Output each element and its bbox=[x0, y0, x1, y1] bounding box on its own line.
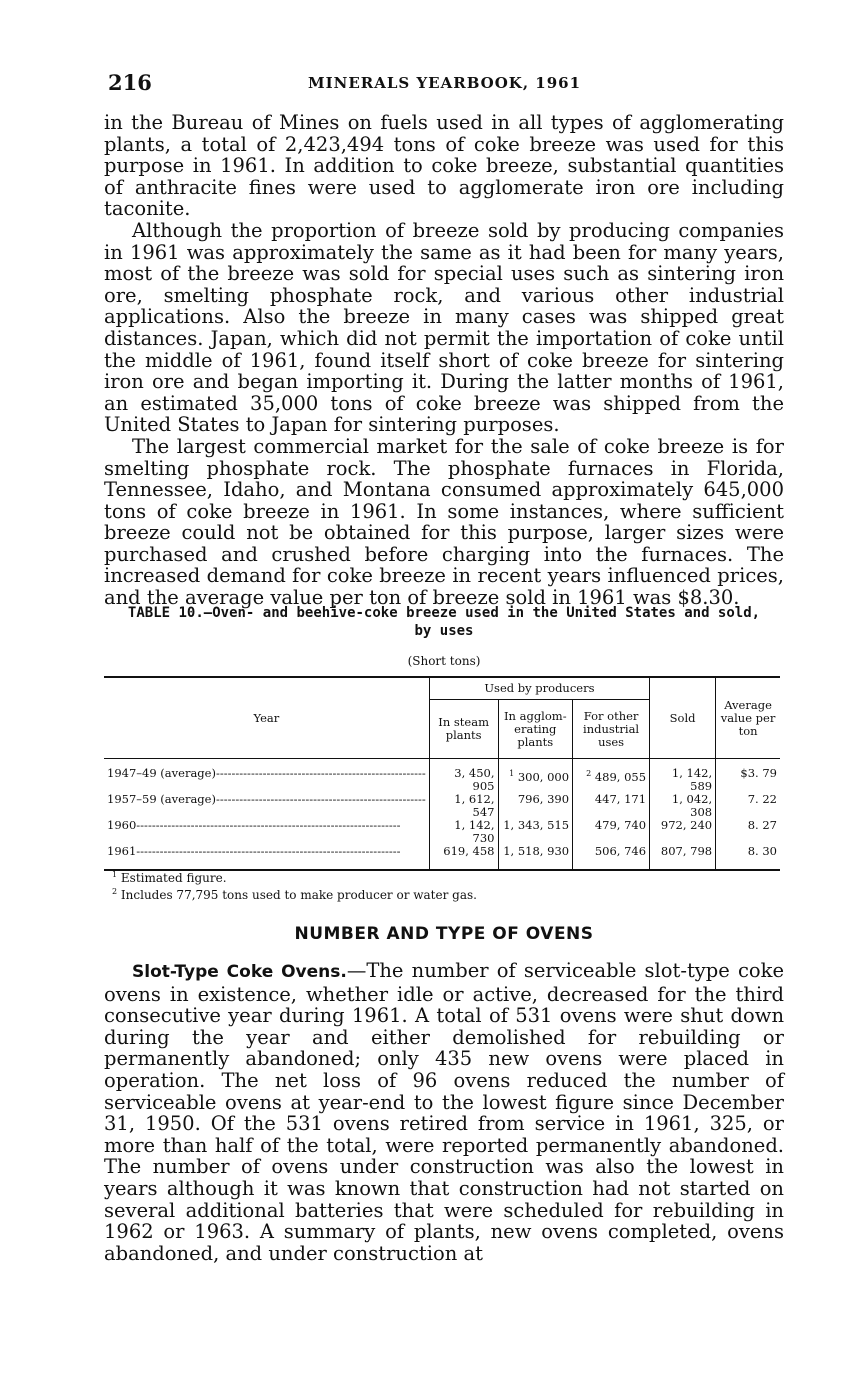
cell-sold: 1, 142, 589 bbox=[650, 767, 716, 793]
paragraph bbox=[104, 960, 784, 1264]
cell-value: 7. 22 bbox=[716, 793, 780, 819]
footnote-mark: 2 bbox=[586, 768, 592, 778]
footnote: $^1$ Estimated figure. bbox=[112, 870, 227, 885]
cell-steam: 1, 612, 547 bbox=[429, 793, 498, 819]
runin-heading: Slot-Type Coke Ovens. bbox=[132, 962, 347, 982]
table-row bbox=[104, 793, 780, 819]
cell-other: $^2$ 489, 055 bbox=[573, 767, 650, 793]
header-used-by-producers: Used by producers bbox=[429, 677, 649, 700]
footnote-mark: 1 bbox=[509, 768, 515, 778]
data-table bbox=[104, 676, 780, 871]
running-title: MINERALS YEARBOOK, 1961 bbox=[308, 74, 582, 92]
table-title-line: by uses bbox=[414, 623, 474, 639]
cell-value: 8. 30 bbox=[716, 845, 780, 858]
cell-value: $3. 79 bbox=[716, 767, 780, 793]
table-title bbox=[104, 604, 784, 640]
table-row bbox=[104, 767, 780, 793]
cell-sold: 1, 042, 308 bbox=[650, 793, 716, 819]
cell-steam: 1, 142, 730 bbox=[429, 819, 498, 845]
cell-steam: 3, 450, 905 bbox=[429, 767, 498, 793]
paragraph: in the Bureau of Mines on fuels used in all types of agglomerating plants, a total of 2,423,494 tons of coke breeze was used for this purpose in 1961. In addition to coke breeze, substantial quantities of anthracite fines were used to agglomerate iron ore including taconite. bbox=[104, 111, 784, 221]
footnote: $^2$ Includes 77,795 tons used to make producer or water gas. bbox=[112, 887, 477, 902]
page-number: 216 bbox=[108, 70, 152, 95]
page-header bbox=[108, 70, 788, 98]
header-year: Year bbox=[104, 677, 429, 759]
row-year: 1961-------------------------------------------------------------------- bbox=[107, 844, 401, 858]
paragraph-text: —The number of serviceable slot-type coke ovens in existence, whether idle or active, decreased for the third consecutive year during 1961. A total of 531 ovens were shut down during the year and either demolished for rebuilding or permanently abandoned; only 435 new ovens were placed in operation. The net loss of 96 ovens reduced the number of serviceable ovens at year-end to the lowest figure since December 31, 1950. Of the 531 ovens retired from service in 1961, 325, or more than half of the total, were reported permanently abandoned. The number of ovens under construction was also the lowest in years although it was known that construction had not started on several additional batteries that were scheduled for rebuilding in 1962 or 1963. A summary of plants, new ovens completed, ovens abandoned, and under construction at bbox=[104, 959, 785, 1265]
cell-agglom: 1, 518, 930 bbox=[498, 845, 573, 858]
cell-agglom: $^1$ 300, 000 bbox=[498, 767, 573, 793]
cell-other: 447, 171 bbox=[573, 793, 650, 819]
paragraph: Although the proportion of breeze sold by producing companies in 1961 was approximately the same as it had been for many years, most of the breeze was sold for special uses such as sintering iron ore, smelting phosphate rock, and various other industrial applications. Also the breeze in many cases was shipped great distances. Japan, which did not permit the importation of coke until the middle of 1961, found itself short of coke breeze for sintering iron ore and began importing it. During the latter months of 1961, an estimated 35,000 tons of coke breeze was shipped from the United States to Japan for sintering purposes. bbox=[104, 218, 784, 437]
table-row bbox=[104, 845, 780, 858]
header-average-value: Average value per ton bbox=[716, 677, 780, 759]
row-year: 1960-------------------------------------------------------------------- bbox=[107, 818, 401, 832]
paragraph: The largest commercial market for the sale of coke breeze is for smelting phosphate rock. The phosphate furnaces in Florida, Tennessee, Idaho, and Montana consumed approximately 645,000 tons of coke breeze in 1961. In some instances, where sufficient breeze could not be obtained for this purpose, larger sizes were purchased and crushed before charging into the furnaces. The increased demand for coke breeze in recent years influenced prices, and the average value per ton of breeze sold in 1961 was $8.30. bbox=[104, 434, 784, 610]
cell-sold: 972, 240 bbox=[650, 819, 716, 845]
table-title-line: TABLE 10.—Oven- and beehive-coke breeze used in the United States and sold, bbox=[127, 605, 761, 621]
header-agglomerating-plants: In agglom-erating plants bbox=[498, 700, 573, 759]
row-year: 1957–59 (average)------------------------------------------------------ bbox=[107, 792, 426, 806]
header-sold: Sold bbox=[650, 677, 716, 759]
body-text-top bbox=[104, 112, 784, 609]
table-row bbox=[104, 819, 780, 845]
cell-sold: 807, 798 bbox=[650, 845, 716, 858]
cell-agglom: 796, 390 bbox=[498, 793, 573, 819]
header-steam-plants: In steam plants bbox=[429, 700, 498, 759]
cell-agglom: 1, 343, 515 bbox=[498, 819, 573, 845]
cell-other: 506, 746 bbox=[573, 845, 650, 858]
table-footnotes bbox=[112, 868, 477, 902]
table-unit: (Short tons) bbox=[407, 654, 481, 668]
cell-other: 479, 740 bbox=[573, 819, 650, 845]
row-year: 1947–49 (average)------------------------------------------------------ bbox=[107, 766, 426, 780]
header-other-industrial: For other industrial uses bbox=[573, 700, 650, 759]
body-text-bottom bbox=[104, 960, 784, 1264]
section-heading: NUMBER AND TYPE OF OVENS bbox=[294, 924, 594, 944]
cell-value: 8. 27 bbox=[716, 819, 780, 845]
cell-steam: 619, 458 bbox=[429, 845, 498, 858]
